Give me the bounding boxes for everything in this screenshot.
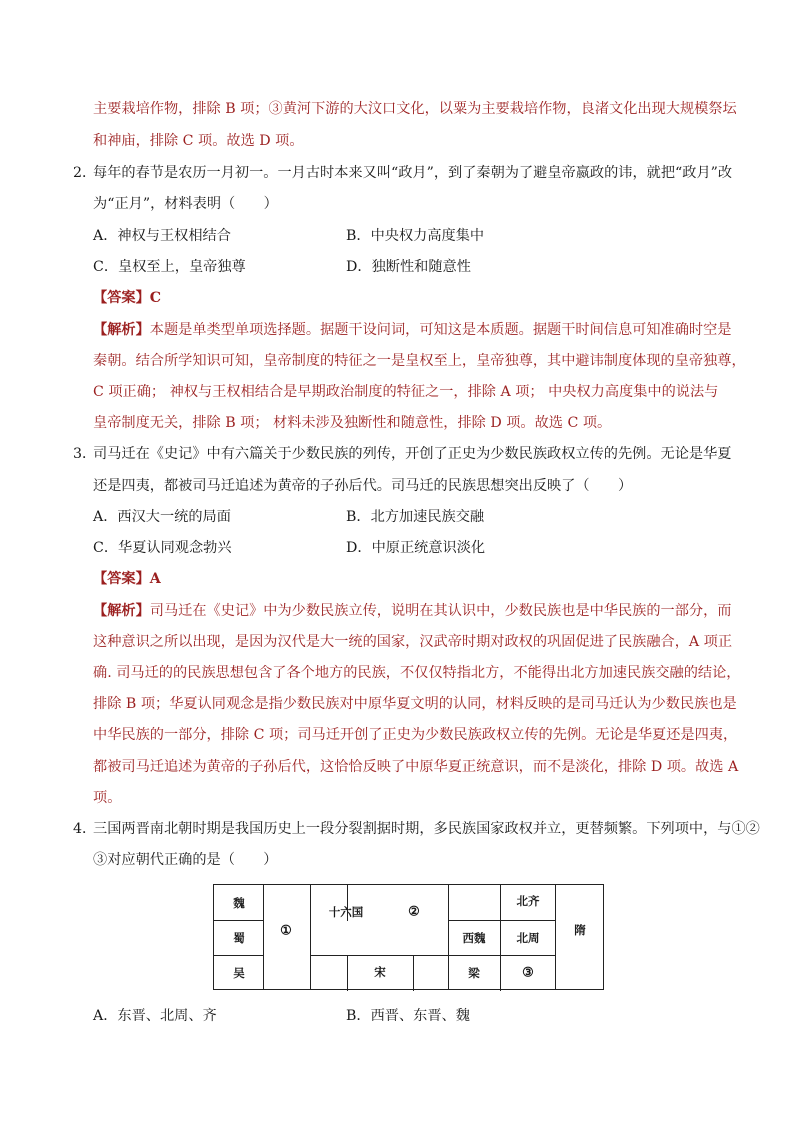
explanation-line: 都被司马迁追述为黄帝的子孙后代，这恰恰反映了中原华夏正统意识，而不是淡化，排除 D 项。故选 A [93, 759, 739, 775]
explanation-line: 这种意识之所以出现，是因为汉代是大一统的国家，汉武帝时期对政权的巩固促进了民族融合，A 项正 [93, 634, 733, 650]
explanation-line [93, 320, 731, 340]
explanation-line: 项。 [93, 790, 122, 806]
option-b: B．中央权力高度集中 [346, 228, 485, 244]
cell-blank-1: ① [280, 923, 292, 939]
cell-sixteen-kingdoms: 十六国 [328, 905, 364, 919]
explanation-line [93, 601, 731, 621]
question-text: 司马迁在《史记》中有六篇关于少数民族的列传，开创了正史为少数民族政权立传的先例。无论是华夏 [93, 446, 732, 462]
cell-northern-qi: 北齐 [516, 894, 540, 908]
explanation-line: 确. 司马迁的的民族思想包含了各个地方的民族，不仅仅特指北方，不能得出北方加速民族交融的结论， [93, 665, 741, 681]
cell-wu: 吴 [233, 966, 245, 980]
explanation-line: 秦朝。结合所学知识可知，皇帝制度的特征之一是皇权至上，皇帝独尊，其中避讳制度体现的皇帝独尊， [93, 353, 746, 369]
cell-sui: 隋 [574, 923, 586, 937]
explanation-text: 司马迁在《史记》中为少数民族立传，说明在其认识中，少数民族也是中华民族的一部分，而 [149, 603, 732, 619]
explanation-line: 皇帝制度无关，排除 B 项； 材料未涉及独断性和随意性，排除 D 项。故选 C 项。 [93, 415, 612, 431]
question-number: 4． [73, 821, 97, 837]
option-b: B．北方加速民族交融 [346, 509, 485, 525]
question-text: 三国两晋南北朝时期是我国历史上一段分裂割据时期，多民族国家政权并立，更替频繁。下列项中，与①② [93, 821, 760, 837]
explanation-text: 本题是单类型单项选择题。据题干设问词，可知这是本质题。据题干时间信息可知准确时空是 [149, 322, 732, 338]
option-c: C．华夏认同观念勃兴 [93, 540, 232, 556]
explanation-line: 排除 B 项；华夏认同观念是指少数民族对中原华夏文明的认同，材料反映的是司马迁认为少数民族也是 [93, 696, 737, 712]
explanation-label: 【解析】 [93, 603, 150, 619]
cell-northern-zhou: 北周 [516, 931, 540, 945]
question-number: 2． [73, 165, 97, 181]
option-a: A．西汉大一统的局面 [93, 509, 231, 525]
text-line: 主要栽培作物，排除 B 项；③黄河下游的大汶口文化，以粟为主要栽培作物，良渚文化出现大规模祭坛 [93, 101, 737, 117]
option-a: A．神权与王权相结合 [93, 228, 231, 244]
cell-blank-3: ③ [522, 965, 534, 981]
question-text: ③对应朝代正确的是（ ） [93, 852, 278, 868]
cell-shu: 蜀 [233, 931, 245, 945]
explanation-label: 【解析】 [93, 322, 150, 338]
answer: 【答案】A [93, 571, 161, 587]
cell-wei: 魏 [233, 896, 245, 910]
option-d: D．独断性和随意性 [346, 259, 471, 275]
explanation-line: 中华民族的一部分，排除 C 项；司马迁开创了正史为少数民族政权立传的先例。无论是华夏还是四夷， [93, 727, 738, 743]
option-d: D．中原正统意识淡化 [346, 540, 486, 556]
explanation-line: C 项正确； 神权与王权相结合是早期政治制度的特征之一，排除 A 项； 中央权力高度集中的说法与 [93, 384, 719, 400]
answer: 【答案】C [93, 290, 162, 306]
question-text: 每年的春节是农历一月初一。一月古时本来又叫“政月”，到了秦朝为了避皇帝嬴政的讳，就把“政月”改 [93, 165, 733, 181]
cell-western-wei: 西魏 [462, 931, 486, 945]
text-line: 和神庙，排除 C 项。故选 D 项。 [93, 133, 304, 149]
dynasty-table [213, 884, 604, 990]
cell-song: 宋 [374, 965, 386, 979]
cell-liang: 梁 [468, 966, 480, 980]
cell-blank-2: ② [408, 904, 420, 920]
question-text: 还是四夷，都被司马迁追述为黄帝的子孙后代。司马迁的民族思想突出反映了（ ） [93, 478, 633, 494]
option-b: B．西晋、东晋、魏 [346, 1008, 470, 1024]
option-a: A．东晋、北周、齐 [93, 1008, 217, 1024]
option-c: C．皇权至上，皇帝独尊 [93, 259, 246, 275]
question-text: 为“正月”，材料表明（ ） [93, 196, 278, 212]
question-number: 3． [73, 446, 97, 462]
